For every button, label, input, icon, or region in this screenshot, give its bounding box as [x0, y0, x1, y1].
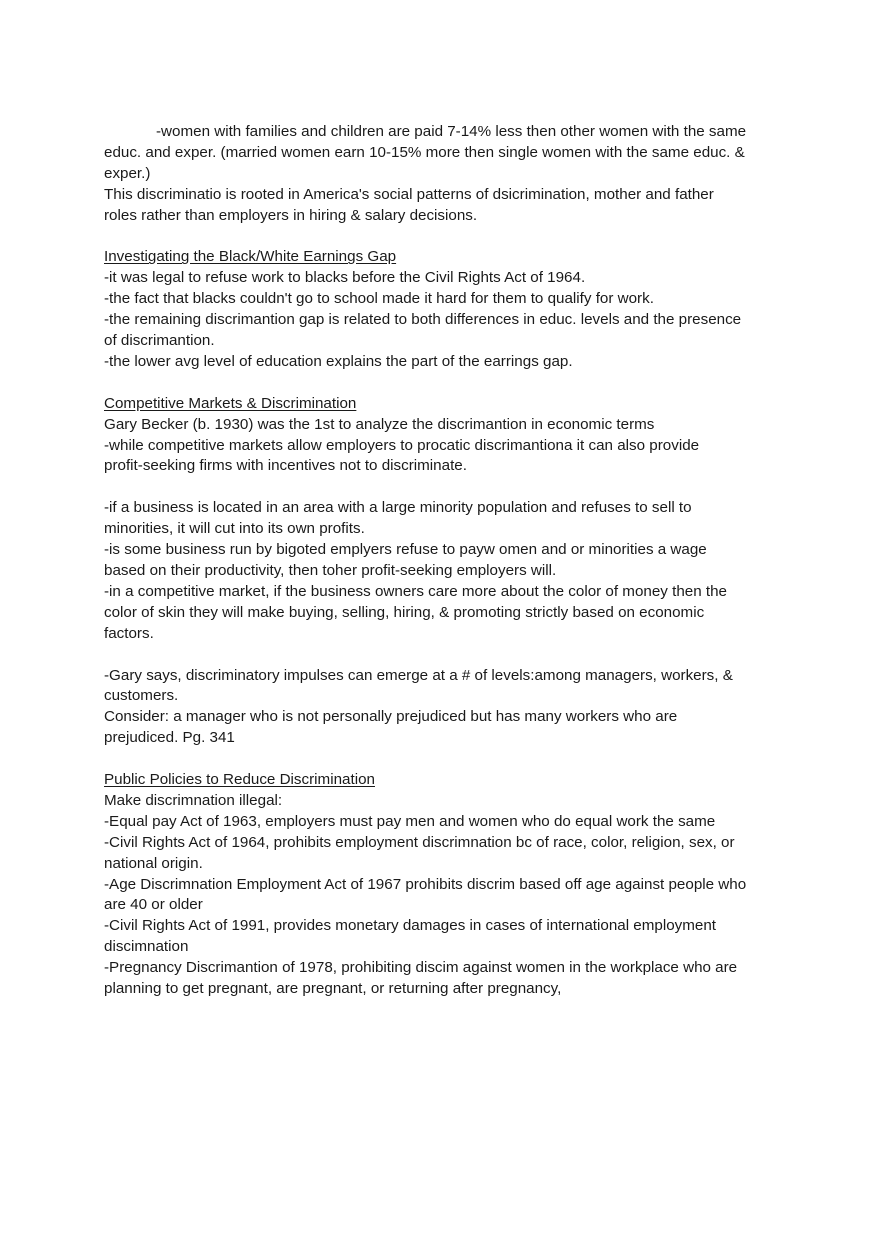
- section-heading: Competitive Markets & Discrimination: [104, 394, 357, 412]
- text-line: national origin.: [104, 854, 203, 872]
- text-line: color of skin they will make buying, selling, hiring, & promoting strictly based on economic: [104, 603, 705, 621]
- text-line: Gary Becker (b. 1930) was the 1st to analyze the discrimantion in economic terms: [104, 415, 655, 433]
- text-line: -is some business run by bigoted emplyers refuse to payw omen and or minorities a wage: [104, 541, 707, 559]
- text-line: -if a business is located in an area with a large minority population and refuses to sell to: [104, 499, 692, 517]
- text-line: discimnation: [104, 938, 189, 956]
- text-line: exper.): [104, 164, 151, 182]
- text-line: are 40 or older: [104, 896, 203, 914]
- text-line: factors.: [104, 624, 154, 642]
- text-line: -the remaining discrimantion gap is related to both differences in educ. levels and the presence: [104, 311, 742, 329]
- intro-paragraph: [104, 122, 780, 227]
- spacer: [104, 373, 780, 394]
- text-line: -Gary says, discriminatory impulses can emerge at a # of levels:among managers, workers, &: [104, 666, 733, 684]
- text-line: -women with families and children are paid 7-14% less then other women with the same: [156, 123, 747, 140]
- text-line: -the fact that blacks couldn't go to school made it hard for them to qualify for work.: [104, 290, 654, 308]
- spacer: [104, 749, 780, 770]
- section-competitive-markets: [104, 394, 780, 749]
- section-public-policies: [104, 770, 780, 1000]
- text-line: -Equal pay Act of 1963, employers must pay men and women who do equal work the same: [104, 812, 716, 830]
- text-line: -Civil Rights Act of 1991, provides monetary damages in cases of international employment: [104, 917, 717, 935]
- text-line: of discrimantion.: [104, 332, 215, 350]
- document-page: [104, 122, 780, 1000]
- text-line: -in a competitive market, if the business owners care more about the color of money then the: [104, 582, 727, 600]
- text-line: This discriminatio is rooted in America's social patterns of dsicrimination, mother and father: [104, 185, 714, 203]
- text-line: Make discrimnation illegal:: [104, 791, 283, 809]
- text-line: Consider: a manager who is not personally prejudiced but has many workers who are: [104, 708, 678, 726]
- text-line: customers.: [104, 687, 179, 705]
- section-earnings-gap: [104, 247, 780, 372]
- text-line: based on their productivity, then toher profit-seeking employers will.: [104, 561, 557, 579]
- text-line: planning to get pregnant, are pregnant, or returning after pregnancy,: [104, 980, 562, 998]
- spacer: [104, 477, 780, 498]
- text-line: prejudiced. Pg. 341: [104, 729, 235, 747]
- text-line: minorities, it will cut into its own profits.: [104, 520, 365, 538]
- spacer: [104, 645, 780, 666]
- text-line: educ. and exper. (married women earn 10-15% more then single women with the same educ. &: [104, 143, 745, 161]
- text-line: roles rather than employers in hiring & salary decisions.: [104, 206, 478, 224]
- section-heading: Investigating the Black/White Earnings Gap: [104, 248, 397, 266]
- text-line: -the lower avg level of education explains the part of the earrings gap.: [104, 352, 573, 370]
- text-line: -Pregnancy Discrimantion of 1978, prohibiting discim against women in the workplace who are: [104, 959, 738, 977]
- text-line: profit-seeking firms with incentives not to discriminate.: [104, 457, 467, 475]
- spacer: [104, 227, 780, 248]
- text-line: -while competitive markets allow employers to procatic discrimantiona it can also provide: [104, 436, 700, 454]
- text-line: -Age Discrimnation Employment Act of 1967 prohibits discrim based off age against people who: [104, 875, 747, 893]
- text-line: -Civil Rights Act of 1964, prohibits employment discrimnation bc of race, color, religion, sex, or: [104, 833, 735, 851]
- section-heading: Public Policies to Reduce Discrimination: [104, 771, 375, 789]
- text-line: -it was legal to refuse work to blacks before the Civil Rights Act of 1964.: [104, 269, 586, 287]
